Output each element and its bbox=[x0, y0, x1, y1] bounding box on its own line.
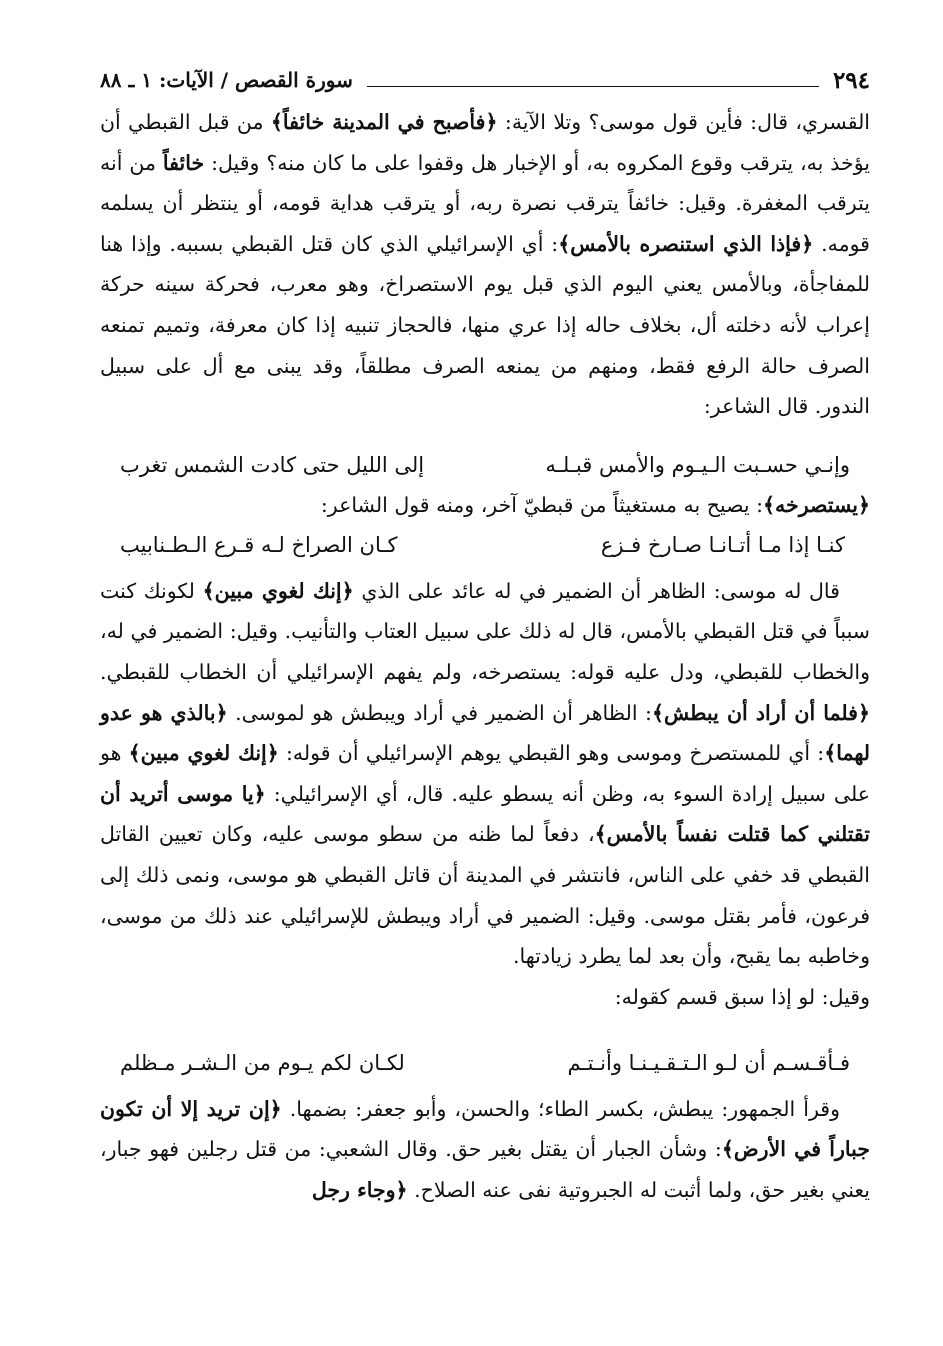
header-rule bbox=[367, 86, 819, 87]
verse-first-hemistich: كنـا إذا مـا أتـانـا صـارخ فـزع bbox=[600, 532, 845, 557]
quran-quote: ﴿إنك لغوي مبين﴾ bbox=[128, 741, 279, 766]
verse-second-hemistich: لكـان لكم يـوم من الـشـر مـظلم bbox=[120, 1050, 405, 1075]
quran-quote: ﴿فإذا الذي استنصره بالأمس﴾ bbox=[558, 231, 814, 256]
verse-first-hemistich: وإنـي حسـبت الـيـوم والأمس قبـلـه bbox=[545, 452, 850, 477]
quran-quote: ﴿إنك لغوي مبين﴾ bbox=[202, 578, 354, 603]
paragraph-5 bbox=[100, 1089, 870, 1211]
paragraph-3 bbox=[100, 571, 870, 977]
text: القسري، قال: فأين قول موسى؟ وتلا الآية: bbox=[497, 110, 871, 134]
paragraph-4: وقيل: لو إذا سبق قسم كقوله: bbox=[614, 984, 870, 1009]
poetry-verse-3 bbox=[100, 1043, 870, 1083]
verse-second-hemistich: إلى الليل حتى كادت الشمس تغرب bbox=[120, 452, 425, 477]
text: قال له موسى: الظاهر أن الضمير في له عائد على الذي bbox=[353, 578, 840, 603]
text: : أي الإسرائيلي الذي كان قتل القبطي بسببه. وإذا هنا للمفاجأة، وبالأمس يعني اليوم الذي قبل يوم الاستصراخ، وهو معرب، فحركة سينه حركة إعراب لأنه دخلته أل، بخلاف حاله إذا عري منها، فالحجاز تنبيه إذا كان معرفة، وتميم تمنعه الصرف حالة الرفع فقط، ومنهم من يمنعه الصرف مطلقاً، وقد يبنى مع أل على سبيل الندور. قال الشاعر: bbox=[100, 231, 870, 419]
poetry-verse-2 bbox=[100, 525, 870, 565]
text: هو على سبيل إرادة السوء به، وظن أنه يسطو عليه. قال، أي الإسرائيلي: bbox=[100, 741, 871, 806]
text: لكونك كنت سبباً في قتل القبطي بالأمس، قال له ذلك على سبيل العتاب والتأنيب. وقيل: الضمير في له، والخطاب للقبطي، ودل عليه قوله: يستصرخه، ولم يفهم الإسرائيلي أن الخطاب للقبطي. bbox=[100, 578, 870, 684]
paragraph-1 bbox=[100, 102, 870, 427]
paragraph-2 bbox=[100, 485, 870, 525]
verse-second-hemistich: كـان الصراخ لـه قـرع الـطـنابيب bbox=[120, 532, 398, 557]
quran-quote: ﴿إن تريد إلا أن تكون جباراً في الأرض﴾ bbox=[100, 1096, 870, 1162]
text: : أي للمستصرخ وموسى وهو القبطي يوهم الإسرائيلي أن قوله: bbox=[278, 741, 825, 766]
quran-quote: ﴿يا موسى أتريد أن تقتلني كما قتلت نفساً بالأمس﴾ bbox=[100, 781, 870, 847]
quran-quote: ﴿يستصرخه﴾ bbox=[763, 492, 870, 517]
text: : الظاهر أن الضمير في أراد ويبطش هو لموسى. bbox=[227, 700, 652, 725]
page-header bbox=[100, 58, 870, 102]
poetry-verse-1 bbox=[100, 445, 870, 485]
text: من قبل القبطي أن يؤخذ به، يترقب وقوع المكروه به، أو الإخبار هل وقفوا على ما كان منه؟ وقيل: bbox=[100, 110, 871, 175]
text: : وشأن الجبار أن يقتل بغير حق. وقال الشعبي: من قتل رجلين فهو جبار، يعني بغير حق، ولما أثبت له الجبروتية نفى عنه الصلاح. bbox=[100, 1137, 870, 1202]
quran-quote: ﴿فلما أن أراد أن يبطش﴾ bbox=[651, 700, 870, 725]
text: : يصيح به مستغيثاً من قبطيّ آخر، ومنه قول الشاعر: bbox=[320, 492, 764, 517]
page-number: ٢٩٤ bbox=[832, 66, 870, 94]
text: من أنه يترقب المغفرة. وقيل: خائفاً يترقب نصرة ربه، أو يترقب هداية قومه، أو ينتظر أن يسلمه قومه. bbox=[100, 150, 870, 256]
quran-quote: ﴿بالذي هو عدو لهما﴾ bbox=[100, 700, 871, 766]
running-title: سورة القصص / الآيات: ١ ـ ٨٨ bbox=[100, 68, 353, 92]
verse-first-hemistich: فـأقـسـم أن لـو الـتـقـيـنـا وأنـتـم bbox=[567, 1050, 850, 1075]
text: ، دفعاً لما ظنه من سطو موسى عليه، وكان تعيين القاتل القبطي قد خفي على الناس، فانتشر في المدينة أن قاتل القبطي هو موسى، ونمى ذلك إلى فرعون، فأمر بقتل موسى. وقيل: الضمير في أراد ويبطش للإسرائيلي عند ذلك من موسى، وخاطبه بما يقبح، وأن بعد لما يطرد زيادتها. bbox=[100, 822, 870, 969]
key-word: خائفاً bbox=[162, 150, 205, 175]
page bbox=[100, 58, 870, 1210]
quran-quote: ﴿فأصبح في المدينة خائفاً﴾ bbox=[270, 110, 498, 134]
quran-quote: ﴿وجاء رجل bbox=[311, 1177, 408, 1202]
text: وقرأ الجمهور: يبطش، بكسر الطاء؛ والحسن، وأبو جعفر: بضمها. bbox=[281, 1096, 840, 1121]
